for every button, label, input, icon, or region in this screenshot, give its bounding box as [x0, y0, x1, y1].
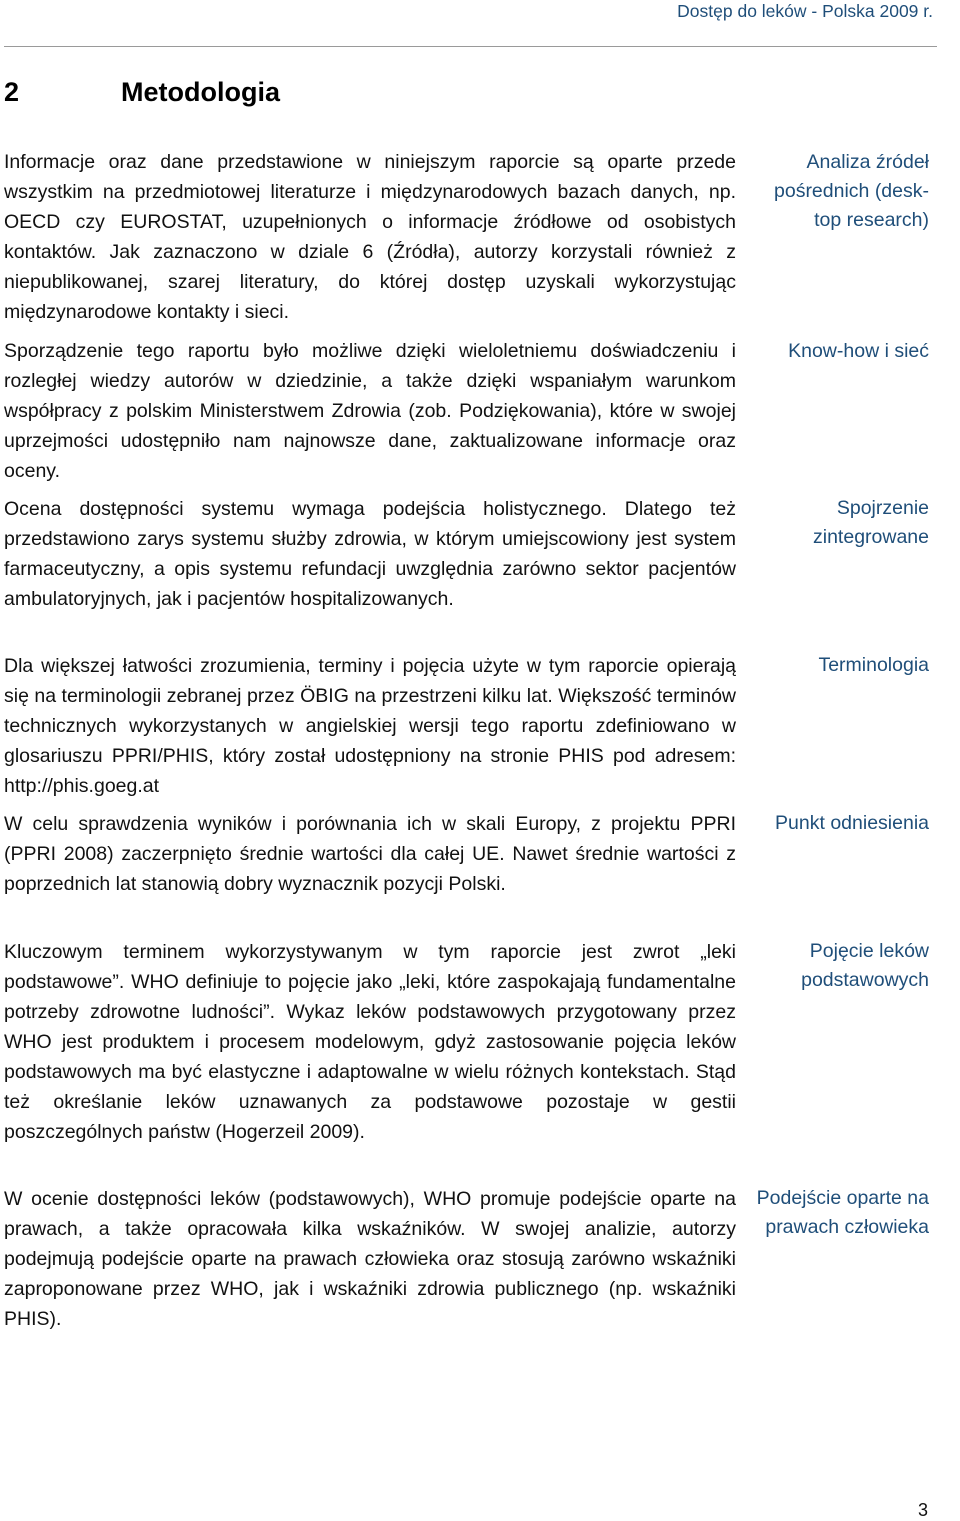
body-paragraph: Dla większej łatwości zrozumienia, terminy i pojęcia użyte w tym raporcie opierają się na terminologii zebranej przez ÖBIG na przestrzeni kilku lat. Większość terminów technicznych wykorzystanych w angielskiej wersji tego raportu zdefiniowano w glosariuszu PPRI/PHIS, który został udostępniony na stronie PHIS pod adresem: http://phis.goeg.at [4, 655, 736, 797]
header-divider [4, 46, 937, 47]
body-paragraph: W celu sprawdzenia wyników i porównania ich w skali Europy, z projektu PPRI (PPRI 2008) zaczerpnięto średnie wartości dla całej UE. Nawet średnie wartości z poprzednich lat stanowią dobry wyznacznik pozycji Polski. [4, 813, 736, 895]
body-paragraph: Ocena dostępności systemu wymaga podejścia holistycznego. Dlatego też przedstawiono zarys systemu służby zdrowia, w którym umiejscowiony jest system farmaceutyczny, a opis systemu refundacji uwzględnia zarówno sektor pacjentów ambulatoryjnych, jak i pacjentów hospitalizowanych. [4, 498, 736, 610]
margin-note: Pojęcie leków podstawowych [801, 940, 929, 991]
chapter-number: 2 [4, 77, 20, 107]
margin-note: Punkt odniesienia [775, 812, 929, 834]
running-header: Dostęp do leków - Polska 2009 r. [677, 1, 933, 21]
margin-note: Podejście oparte na prawach człowieka [756, 1187, 929, 1238]
chapter-heading [4, 75, 280, 109]
body-paragraph: W ocenie dostępności leków (podstawowych), WHO promuje podejście oparte na prawach, a także opracowała kilka wskaźników. W swojej analizie, autorzy podejmują podejście oparte na prawach człowieka oraz stosują zarówno wskaźniki zaproponowane przez WHO, jak i wskaźniki zdrowia publicznego (np. wskaźniki PHIS). [4, 1188, 736, 1330]
margin-note: Terminologia [818, 654, 929, 676]
body-paragraph: Informacje oraz dane przedstawione w niniejszym raporcie są oparte przede wszystkim na przedmiotowej literaturze i międzynarodowych bazach danych, np. OECD czy EUROSTAT, uzupełnionych o informacje źródłowe od osobistych kontaktów. Jak zaznaczono w dziale 6 (Źródła), autorzy korzystali również z niepublikowanej, szarej literatury, do której dostęp uzyskali wykorzystując międzynarodowe kontakty i sieci. [4, 151, 736, 323]
margin-note: Know-how i sieć [788, 340, 929, 362]
margin-note: Spojrzenie zintegrowane [813, 497, 929, 548]
chapter-title: Metodologia [121, 77, 280, 107]
page-number: 3 [917, 1500, 928, 1520]
margin-note: Analiza źródeł pośrednich (desk-top research) [774, 151, 929, 231]
body-paragraph: Sporządzenie tego raportu było możliwe dzięki wieloletniemu doświadczeniu i rozległej wiedzy autorów w dziedzinie, a także dzięki wspaniałym warunkom współpracy z polskim Ministerstwem Zdrowia (zob. Podziękowania), które w swojej uprzejmości udostępniło nam najnowsze dane, zaktualizowane informacje oraz oceny. [4, 340, 736, 482]
body-paragraph: Kluczowym terminem wykorzystywanym w tym raporcie jest zwrot „leki podstawowe”. WHO definiuje to pojęcie jako „leki, które zaspokajają fundamentalne potrzeby zdrowotne ludności”. Wykaz leków podstawowych przygotowany przez WHO jest produktem i procesem modelowym, gdyż zastosowanie pojęcia leków podstawowych ma być elastyczne i adaptowalne w wielu różnych kontekstach. Stąd też określanie leków uznawanych za podstawowe pozostaje w gestii poszczególnych państw (Hogerzeil 2009). [4, 941, 736, 1143]
